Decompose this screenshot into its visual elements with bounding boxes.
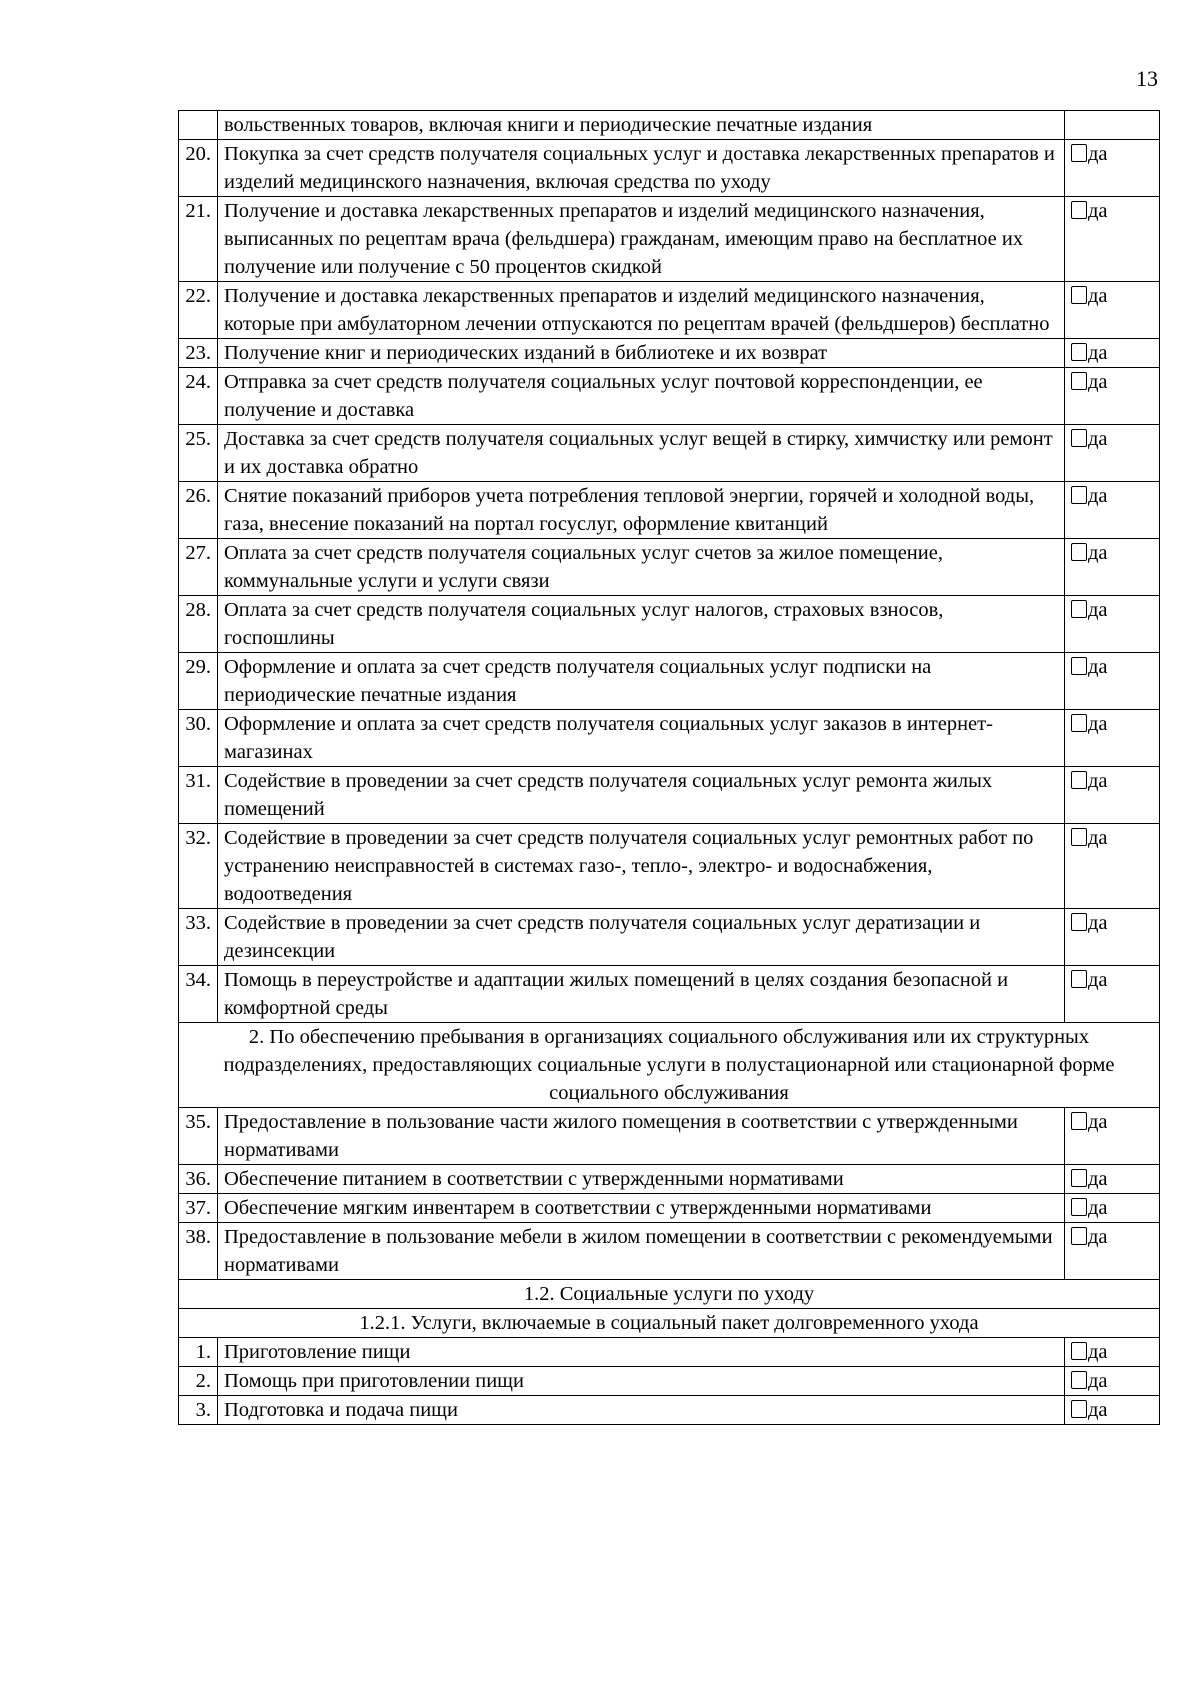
checkbox-label: да (1088, 428, 1108, 450)
checkbox-label: да (1088, 542, 1108, 564)
checkbox-label: да (1088, 912, 1108, 934)
row-text: Оплата за счет средств получателя социальных услуг счетов за жилое помещение, коммунальные услуги и услуги связи (218, 539, 1065, 596)
checkbox[interactable] (1071, 828, 1087, 846)
checkbox[interactable] (1071, 1169, 1087, 1187)
checkbox[interactable] (1071, 201, 1087, 219)
checkbox[interactable] (1071, 1227, 1087, 1245)
table-row (179, 1223, 1160, 1280)
row-number: 30. (179, 710, 218, 767)
checkbox-label: да (1088, 200, 1108, 222)
checkbox[interactable] (1071, 1198, 1087, 1216)
row-number: 31. (179, 767, 218, 824)
checkbox[interactable] (1071, 343, 1087, 361)
row-text: Содействие в проведении за счет средств получателя социальных услуг ремонтных работ по устранению неисправностей в системах газо-, тепло-, электро- и водоснабжения, водоотведения (218, 824, 1065, 909)
table-row (179, 111, 1160, 140)
row-number: 34. (179, 966, 218, 1023)
row-checkbox-cell (1065, 1223, 1160, 1280)
row-number: 27. (179, 539, 218, 596)
subsection-heading: 1.2.1. Услуги, включаемые в социальный пакет долговременного ухода (179, 1309, 1160, 1338)
checkbox[interactable] (1071, 771, 1087, 789)
section-row (179, 1280, 1160, 1309)
table-row (179, 140, 1160, 197)
row-text: Приготовление пищи (218, 1338, 1065, 1367)
checkbox-label: да (1088, 485, 1108, 507)
checkbox-label: да (1088, 770, 1108, 792)
checkbox[interactable] (1071, 714, 1087, 732)
row-checkbox-cell (1065, 1396, 1160, 1425)
checkbox[interactable] (1071, 1112, 1087, 1130)
table-row (179, 909, 1160, 966)
row-checkbox-cell (1065, 1367, 1160, 1396)
checkbox[interactable] (1071, 1400, 1087, 1418)
row-text: Предоставление в пользование части жилого помещения в соответствии с утвержденными нормативами (218, 1108, 1065, 1165)
checkbox-label: да (1088, 969, 1108, 991)
row-number: 32. (179, 824, 218, 909)
row-number: 29. (179, 653, 218, 710)
row-text: Оформление и оплата за счет средств получателя социальных услуг подписки на периодические печатные издания (218, 653, 1065, 710)
row-checkbox-cell (1065, 368, 1160, 425)
row-text: Получение книг и периодических изданий в библиотеке и их возврат (218, 339, 1065, 368)
row-checkbox-cell (1065, 710, 1160, 767)
checkbox[interactable] (1071, 286, 1087, 304)
row-checkbox-cell (1065, 1108, 1160, 1165)
checkbox[interactable] (1071, 657, 1087, 675)
checkbox-label: да (1088, 371, 1108, 393)
row-checkbox-cell (1065, 824, 1160, 909)
row-number: 37. (179, 1194, 218, 1223)
row-checkbox-cell (1065, 197, 1160, 282)
checkbox-label: да (1088, 1111, 1108, 1133)
row-text: Доставка за счет средств получателя социальных услуг вещей в стирку, химчистку или ремонт и их доставка обратно (218, 425, 1065, 482)
row-text: Оформление и оплата за счет средств получателя социальных услуг заказов в интернет-магазинах (218, 710, 1065, 767)
row-number: 36. (179, 1165, 218, 1194)
row-number (179, 111, 218, 140)
table-row (179, 282, 1160, 339)
checkbox[interactable] (1071, 913, 1087, 931)
table-row (179, 1108, 1160, 1165)
table-row (179, 596, 1160, 653)
checkbox-label: да (1088, 827, 1108, 849)
table-row (179, 1338, 1160, 1367)
checkbox-label: да (1088, 143, 1108, 165)
table-row (179, 482, 1160, 539)
row-number: 33. (179, 909, 218, 966)
row-text: Покупка за счет средств получателя социальных услуг и доставка лекарственных препаратов и изделий медицинского назначения, включая средства по уходу (218, 140, 1065, 197)
row-number: 2. (179, 1367, 218, 1396)
row-checkbox-cell (1065, 1194, 1160, 1223)
row-number: 28. (179, 596, 218, 653)
checkbox-label: да (1088, 599, 1108, 621)
checkbox[interactable] (1071, 429, 1087, 447)
table-row (179, 966, 1160, 1023)
row-text: Снятие показаний приборов учета потребления тепловой энергии, горячей и холодной воды, газа, внесение показаний на портал госуслуг, оформление квитанций (218, 482, 1065, 539)
checkbox[interactable] (1071, 486, 1087, 504)
row-number: 1. (179, 1338, 218, 1367)
table-row (179, 539, 1160, 596)
row-text: Содействие в проведении за счет средств получателя социальных услуг ремонта жилых помещений (218, 767, 1065, 824)
row-text: Помощь при приготовлении пищи (218, 1367, 1065, 1396)
checkbox[interactable] (1071, 543, 1087, 561)
table-row (179, 368, 1160, 425)
row-text: Отправка за счет средств получателя социальных услуг почтовой корреспонденции, ее получение и доставка (218, 368, 1065, 425)
row-text: Обеспечение мягким инвентарем в соответствии с утвержденными нормативами (218, 1194, 1065, 1223)
row-text: Получение и доставка лекарственных препаратов и изделий медицинского назначения, которые при амбулаторном лечении отпускаются по рецептам врачей (фельдшеров) бесплатно (218, 282, 1065, 339)
row-checkbox-cell (1065, 767, 1160, 824)
row-checkbox-cell (1065, 966, 1160, 1023)
checkbox-label: да (1088, 1168, 1108, 1190)
row-text: Получение и доставка лекарственных препаратов и изделий медицинского назначения, выписанных по рецептам врача (фельдшера) гражданам, имеющим право на бесплатное их получение или получение с 50 процентов скидкой (218, 197, 1065, 282)
row-number: 38. (179, 1223, 218, 1280)
row-checkbox-cell (1065, 111, 1160, 140)
row-text: Содействие в проведении за счет средств получателя социальных услуг дератизации и дезинсекции (218, 909, 1065, 966)
checkbox-label: да (1088, 1341, 1108, 1363)
checkbox-label: да (1088, 1226, 1108, 1248)
row-text: Помощь в переустройстве и адаптации жилых помещений в целях создания безопасной и комфортной среды (218, 966, 1065, 1023)
row-number: 3. (179, 1396, 218, 1425)
row-text: Предоставление в пользование мебели в жилом помещении в соответствии с рекомендуемыми нормативами (218, 1223, 1065, 1280)
checkbox-label: да (1088, 1370, 1108, 1392)
table-row (179, 1194, 1160, 1223)
row-number: 24. (179, 368, 218, 425)
row-number: 20. (179, 140, 218, 197)
row-number: 22. (179, 282, 218, 339)
table-row (179, 1367, 1160, 1396)
checkbox[interactable] (1071, 1342, 1087, 1360)
table-row (179, 339, 1160, 368)
row-number: 21. (179, 197, 218, 282)
row-checkbox-cell (1065, 653, 1160, 710)
row-checkbox-cell (1065, 1338, 1160, 1367)
row-text: Оплата за счет средств получателя социальных услуг налогов, страховых взносов, госпошлины (218, 596, 1065, 653)
row-checkbox-cell (1065, 909, 1160, 966)
checkbox-label: да (1088, 656, 1108, 678)
checkbox-label: да (1088, 1197, 1108, 1219)
checkbox[interactable] (1071, 600, 1087, 618)
checkbox[interactable] (1071, 144, 1087, 162)
page-number: 13 (1136, 66, 1158, 91)
row-checkbox-cell (1065, 482, 1160, 539)
table-row (179, 767, 1160, 824)
row-checkbox-cell (1065, 140, 1160, 197)
services-table (178, 110, 1160, 1425)
row-text: Обеспечение питанием в соответствии с утвержденными нормативами (218, 1165, 1065, 1194)
section-row (179, 1309, 1160, 1338)
row-number: 35. (179, 1108, 218, 1165)
checkbox-label: да (1088, 285, 1108, 307)
checkbox-label: да (1088, 1399, 1108, 1421)
row-checkbox-cell (1065, 539, 1160, 596)
checkbox-label: да (1088, 342, 1108, 364)
row-checkbox-cell (1065, 1165, 1160, 1194)
checkbox[interactable] (1071, 1371, 1087, 1389)
table-row (179, 425, 1160, 482)
row-checkbox-cell (1065, 339, 1160, 368)
row-number: 26. (179, 482, 218, 539)
row-checkbox-cell (1065, 282, 1160, 339)
checkbox[interactable] (1071, 372, 1087, 390)
row-number: 25. (179, 425, 218, 482)
section-row (179, 1023, 1160, 1108)
row-checkbox-cell (1065, 596, 1160, 653)
section-heading: 2. По обеспечению пребывания в организациях социального обслуживания или их структурных подразделениях, предоставляющих социальные услуги в полустационарной или стационарной форме социального обслуживания (179, 1023, 1160, 1108)
table-row (179, 1165, 1160, 1194)
table-row (179, 1396, 1160, 1425)
checkbox[interactable] (1071, 970, 1087, 988)
table-row (179, 197, 1160, 282)
section-heading: 1.2. Социальные услуги по уходу (179, 1280, 1160, 1309)
row-text: вольственных товаров, включая книги и периодические печатные издания (218, 111, 1065, 140)
table-row (179, 710, 1160, 767)
table-row (179, 653, 1160, 710)
checkbox-label: да (1088, 713, 1108, 735)
row-number: 23. (179, 339, 218, 368)
row-checkbox-cell (1065, 425, 1160, 482)
row-text: Подготовка и подача пищи (218, 1396, 1065, 1425)
table-row (179, 824, 1160, 909)
